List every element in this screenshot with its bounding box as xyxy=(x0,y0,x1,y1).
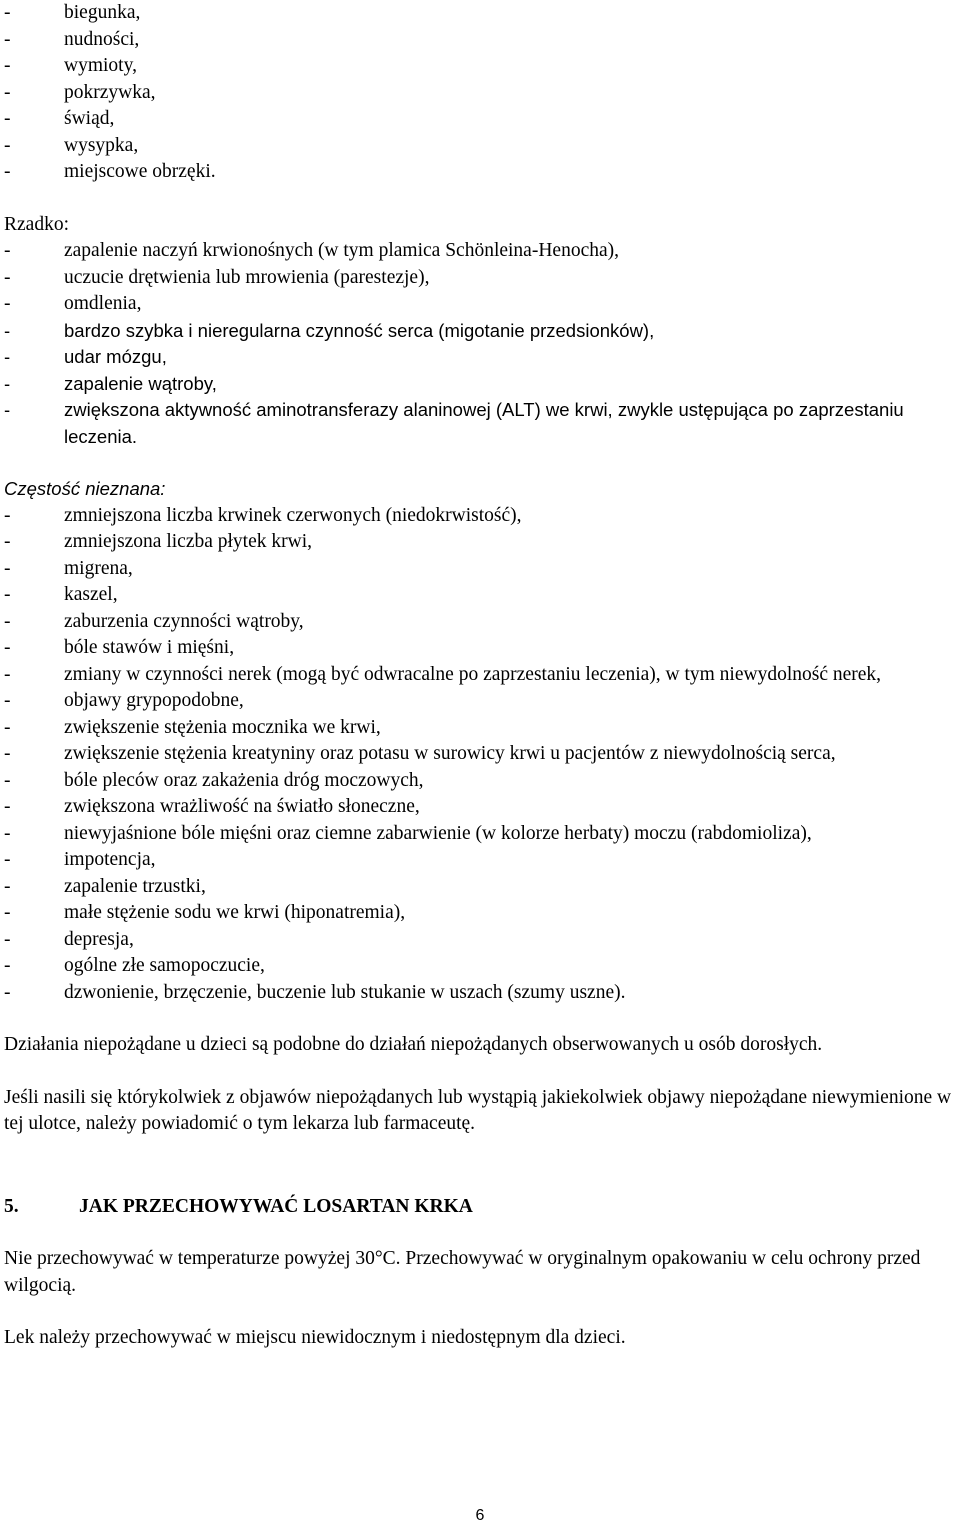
children-side-effects-paragraph: Działania niepożądane u dzieci są podobne do działań niepożądanych obserwowanych u osób dorosłych. xyxy=(4,1034,823,1055)
list-item-text: wysypka, xyxy=(64,134,139,156)
bullet-dash: - xyxy=(4,637,11,658)
list-item xyxy=(4,662,956,689)
bullet-dash: - xyxy=(4,28,11,50)
list-item-text: objawy grypopodobne, xyxy=(64,690,244,711)
list-item xyxy=(4,80,956,107)
list-item-text: zapalenie wątroby, xyxy=(64,372,217,394)
rare-label: Rzadko: xyxy=(4,213,69,235)
list-item-text: impotencja, xyxy=(64,849,156,870)
spacer xyxy=(4,186,956,212)
list-item-text: zapalenie naczyń krwionośnych (w tym plamica Schönleina-Henocha), xyxy=(64,240,619,261)
list-item xyxy=(4,635,956,662)
bullet-dash: - xyxy=(4,2,11,23)
bullet-dash: - xyxy=(4,319,11,341)
list-item xyxy=(4,980,956,1007)
spacer xyxy=(4,1006,956,1032)
list-item xyxy=(4,794,956,821)
list-item xyxy=(4,688,956,715)
bullet-dash: - xyxy=(4,531,11,552)
list-item xyxy=(4,609,956,636)
list-item-text: bardzo szybka i nieregularna czynność serca (migotanie przedsionków), xyxy=(64,319,655,341)
bullet-dash: - xyxy=(4,902,11,923)
list-item xyxy=(4,582,956,609)
list-item xyxy=(4,927,956,954)
bullet-dash: - xyxy=(4,822,11,844)
document-page xyxy=(4,0,956,1352)
bullet-dash: - xyxy=(4,557,11,579)
list-item-text: zwiększenie stężenia mocznika we krwi, xyxy=(64,716,381,738)
bullet-dash: - xyxy=(4,849,11,870)
list-item xyxy=(4,133,956,160)
list-item-text: świąd, xyxy=(64,108,115,129)
list-item-text: zwiększona wrażliwość na światło słoneczne, xyxy=(64,796,420,817)
list-item-text: zmniejszona liczba płytek krwi, xyxy=(64,531,312,552)
spacer xyxy=(4,450,956,476)
list-item-text: biegunka, xyxy=(64,2,141,23)
list-item-text: bóle pleców oraz zakażenia dróg moczowych, xyxy=(64,769,424,791)
bullet-dash: - xyxy=(4,610,11,632)
bullet-dash: - xyxy=(4,55,11,76)
bullet-dash: - xyxy=(4,161,11,182)
list-item-text: zwiększenie stężenia kreatyniny oraz potasu w surowicy krwi u pacjentów z niewydolnością serca, xyxy=(64,743,836,764)
list-item-text: miejscowe obrzęki. xyxy=(64,161,216,182)
storage-paragraph: Nie przechowywać w temperaturze powyżej 30°C. Przechowywać w oryginalnym opakowaniu w celu ochrony przed wilgocią. xyxy=(4,1248,921,1296)
list-item-text: kaszel, xyxy=(64,584,118,605)
list-item xyxy=(4,27,956,54)
side-effects-common-list xyxy=(4,0,956,186)
bullet-dash: - xyxy=(4,690,11,711)
side-effects-rare-list xyxy=(4,238,956,450)
list-item xyxy=(4,397,956,450)
bullet-dash: - xyxy=(4,134,11,156)
list-item xyxy=(4,900,956,927)
list-item xyxy=(4,715,956,742)
bullet-dash: - xyxy=(4,372,11,394)
section-number: 5. xyxy=(4,1195,19,1217)
list-item xyxy=(4,238,956,265)
list-item-text: niewyjaśnione bóle mięśni oraz ciemne zabarwienie (w kolorze herbaty) moczu (rabdomioliza), xyxy=(64,822,812,844)
bullet-dash: - xyxy=(4,928,11,950)
bullet-dash: - xyxy=(4,240,11,261)
list-item xyxy=(4,821,956,848)
list-item-text: zwiększona aktywność aminotransferazy alaninowej (ALT) we krwi, zwykle ustępująca po zaprzestaniu leczenia. xyxy=(64,399,904,447)
list-item xyxy=(4,106,956,133)
list-item xyxy=(4,874,956,901)
list-item-text: wymioty, xyxy=(64,55,137,76)
list-item xyxy=(4,0,956,27)
list-item-text: zaburzenia czynności wątroby, xyxy=(64,610,304,632)
list-item xyxy=(4,847,956,874)
bullet-dash: - xyxy=(4,399,11,420)
list-item-text: zmniejszona liczba krwinek czerwonych (niedokrwistość), xyxy=(64,504,522,526)
list-item-text: nudności, xyxy=(64,28,140,50)
list-item-text: pokrzywka, xyxy=(64,81,156,103)
list-item xyxy=(4,529,956,556)
bullet-dash: - xyxy=(4,955,11,976)
list-item-text: zmiany w czynności nerek (mogą być odwracalne po zaprzestaniu leczenia), w tym niewydolność nerek, xyxy=(64,663,882,685)
list-item-text: udar mózgu, xyxy=(64,346,167,367)
unknown-frequency-label: Częstość nieznana: xyxy=(4,478,166,499)
bullet-dash: - xyxy=(4,743,11,764)
list-item xyxy=(4,768,956,795)
list-item xyxy=(4,53,956,80)
list-item xyxy=(4,318,956,345)
bullet-dash: - xyxy=(4,293,11,314)
list-item-text: bóle stawów i mięśni, xyxy=(64,637,235,658)
bullet-dash: - xyxy=(4,981,11,1003)
bullet-dash: - xyxy=(4,716,11,738)
side-effects-unknown-list xyxy=(4,503,956,1007)
list-item xyxy=(4,953,956,980)
list-item xyxy=(4,344,956,371)
section-5-heading xyxy=(4,1194,956,1221)
reporting-paragraph: Jeśli nasili się którykolwiek z objawów niepożądanych lub wystąpią jakiekolwiek objawy niepożądane niewymienione w tej ulotce, należy powiadomić o tym lekarza lub farmaceutę. xyxy=(4,1086,952,1134)
list-item xyxy=(4,371,956,398)
bullet-dash: - xyxy=(4,504,11,526)
list-item-text: ogólne złe samopoczucie, xyxy=(64,955,265,976)
bullet-dash: - xyxy=(4,769,11,791)
bullet-dash: - xyxy=(4,796,11,817)
spacer xyxy=(4,1059,956,1085)
children-storage-paragraph: Lek należy przechowywać w miejscu niewidocznym i niedostępnym dla dzieci. xyxy=(4,1327,626,1348)
spacer xyxy=(4,1299,956,1325)
bullet-dash: - xyxy=(4,81,11,103)
list-item-text: zapalenie trzustki, xyxy=(64,875,206,897)
section-title: JAK PRZECHOWYWAĆ LOSARTAN KRKA xyxy=(79,1195,473,1217)
list-item-text: małe stężenie sodu we krwi (hiponatremia), xyxy=(64,902,406,923)
list-item-text: omdlenia, xyxy=(64,293,142,314)
list-item-text: depresja, xyxy=(64,928,134,950)
list-item xyxy=(4,265,956,292)
bullet-dash: - xyxy=(4,663,11,685)
list-item xyxy=(4,291,956,318)
list-item xyxy=(4,556,956,583)
list-item xyxy=(4,503,956,530)
list-item xyxy=(4,159,956,186)
list-item-text: uczucie drętwienia lub mrowienia (parestezje), xyxy=(64,266,430,288)
spacer xyxy=(4,1220,956,1246)
list-item-text: migrena, xyxy=(64,557,133,579)
page-number: 6 xyxy=(475,1507,485,1524)
list-item-text: dzwonienie, brzęczenie, buczenie lub stukanie w uszach (szumy uszne). xyxy=(64,981,626,1003)
bullet-dash: - xyxy=(4,584,11,605)
spacer xyxy=(4,1138,956,1194)
bullet-dash: - xyxy=(4,266,11,288)
list-item xyxy=(4,741,956,768)
bullet-dash: - xyxy=(4,108,11,129)
bullet-dash: - xyxy=(4,346,11,367)
bullet-dash: - xyxy=(4,875,11,897)
